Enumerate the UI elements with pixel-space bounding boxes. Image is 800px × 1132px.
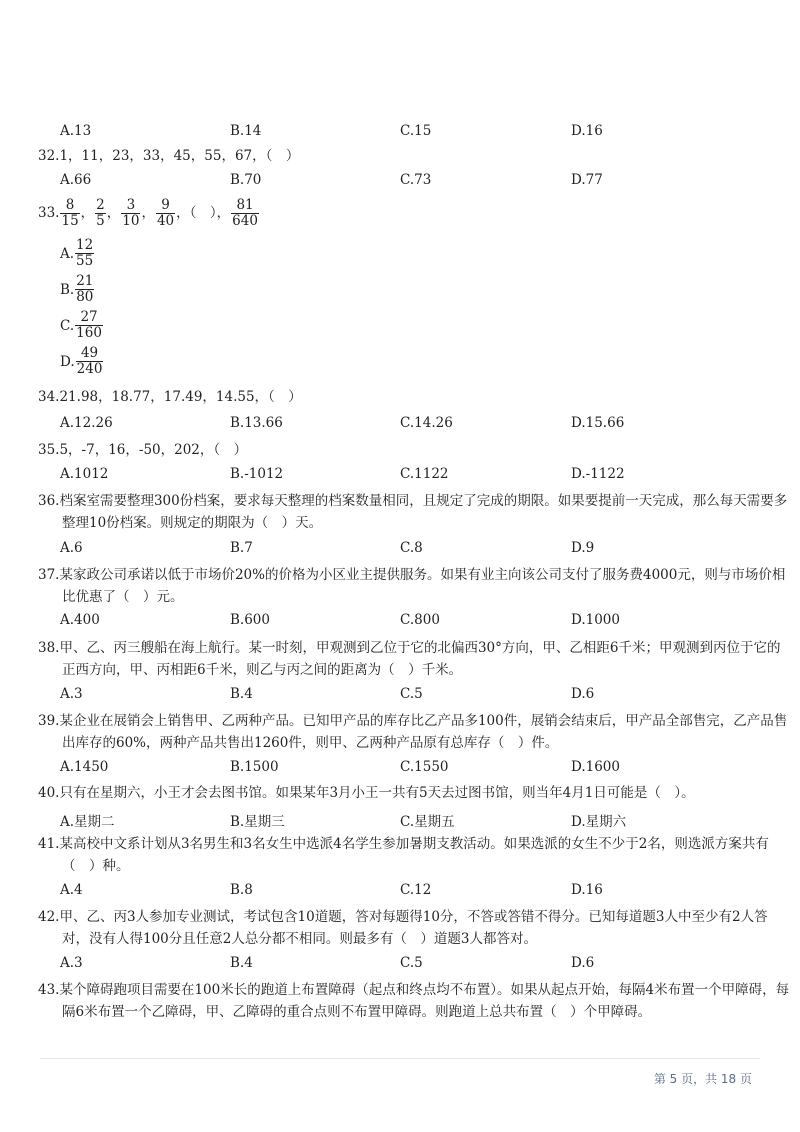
q31-options <box>60 123 760 143</box>
q35-options <box>60 466 760 486</box>
q34-option-d: D.15.66 <box>571 415 625 431</box>
q41-option-a: A.4 <box>60 882 83 898</box>
q37-options <box>60 612 760 632</box>
q37-stem: 37.某家政公司承诺以低于市场价20%的价格为小区业主提供服务。如果有业主向该公司支付了服务费4000元，则与市场价相比优惠了（ ）元。 <box>38 567 786 605</box>
q38-options <box>60 686 760 706</box>
q32-options <box>60 172 760 192</box>
q39-stem: 39.某企业在展销会上销售甲、乙两种产品。已知甲产品的库存比乙产品多100件，展销会结束后，甲产品全部售完，乙产品售出库存的60%，两种产品共售出1260件，则甲、乙两种产品原有总库存（ ）件。 <box>38 713 788 751</box>
q31-option-d: D.16 <box>571 123 603 139</box>
q36-option-b: B.7 <box>230 540 253 556</box>
q34-options <box>60 415 760 435</box>
q42-options <box>60 955 760 975</box>
q42-option-b: B.4 <box>230 955 253 971</box>
q33-fraction-3: $\frac{3}{10}$ <box>122 197 140 229</box>
q32-option-b: B.70 <box>230 172 262 188</box>
q38-option-c: C.5 <box>400 686 423 702</box>
q35-option-b: B.-1012 <box>230 466 284 482</box>
q39-option-c: C.1550 <box>400 759 449 775</box>
q36-options <box>60 540 760 560</box>
q32-option-d: D.77 <box>571 172 603 188</box>
q36-stem: 36.档案室需要整理300份档案，要求每天整理的档案数量相同，且规定了完成的期限。如果要提前一天完成，那么每天需要多整理10份档案。则规定的期限为（ ）天。 <box>38 493 788 531</box>
q34-option-a: A.12.26 <box>60 415 113 431</box>
q36-option-c: C.8 <box>400 540 423 556</box>
q39-option-b: B.1500 <box>230 759 279 775</box>
q37-option-b: B.600 <box>230 612 270 628</box>
q33-fraction-2: $\frac{2}{5}$ <box>96 197 105 229</box>
q41-option-d: D.16 <box>571 882 603 898</box>
q33-option-a: A. $\frac{12}{55}$ <box>60 237 94 269</box>
q41-stem: 41.某高校中文系计划从3名男生和3名女生中选派4名学生参加暑期支教活动。如果选派的女生不少于2名，则选派方案共有（ ）种。 <box>38 836 769 874</box>
q38-option-b: B.4 <box>230 686 253 702</box>
q33-fraction-1: $\frac{8}{15}$ <box>61 197 79 229</box>
q40-option-d: D.星期六 <box>571 814 627 830</box>
q34-option-c: C.14.26 <box>400 415 453 431</box>
q33-stem: 33. $\frac{8}{15}$ ， $\frac{2}{5}$ ， $\frac{3}{10}$ ， $\frac{9}{40}$ ，（ ）， $\frac{81}{640}$ <box>38 197 258 229</box>
q31-option-c: C.15 <box>400 123 432 139</box>
q40-option-c: C.星期五 <box>400 814 455 830</box>
q31-option-a: A.13 <box>60 123 92 139</box>
q35-stem: 35.5，-7，16，-50，202，（ ） <box>38 442 248 458</box>
q41-options <box>60 882 760 902</box>
q41-option-c: C.12 <box>400 882 432 898</box>
q42-option-c: C.5 <box>400 955 423 971</box>
q32-option-a: A.66 <box>60 172 92 188</box>
q34-option-b: B.13.66 <box>230 415 283 431</box>
q39-option-a: A.1450 <box>60 759 109 775</box>
q33-blank: （ ） <box>189 205 217 221</box>
q33-number: 33. <box>38 205 60 221</box>
q42-option-a: A.3 <box>60 955 83 971</box>
q32-stem: 32.1，11，23，33，45，55，67，（ ） <box>38 148 300 164</box>
footer-divider <box>40 1058 760 1059</box>
q32-option-c: C.73 <box>400 172 432 188</box>
q37-option-c: C.800 <box>400 612 440 628</box>
q37-option-d: D.1000 <box>571 612 620 628</box>
q33-fraction-4: $\frac{9}{40}$ <box>156 197 175 229</box>
q33-option-c: C. $\frac{27}{160}$ <box>60 309 102 341</box>
q40-option-a: A.星期二 <box>60 814 115 830</box>
q43-stem: 43.某个障碍跑项目需要在100米长的跑道上布置障碍（起点和终点均不布置）。如果从起点开始，每隔4米布置一个甲障碍，每隔6米布置一个乙障碍，甲、乙障碍的重合点则不布置甲障碍。则跑道上总共布置（ ）个甲障碍。 <box>38 982 790 1020</box>
q40-option-b: B.星期三 <box>230 814 285 830</box>
q33-option-b: B. $\frac{21}{80}$ <box>60 273 94 305</box>
q33-fraction-5: $\frac{81}{640}$ <box>232 197 258 229</box>
q38-option-d: D.6 <box>571 686 595 702</box>
q34-stem: 34.21.98，18.77，17.49，14.55，（ ） <box>38 389 302 405</box>
q38-option-a: A.3 <box>60 686 83 702</box>
q40-options <box>60 810 760 830</box>
q35-option-d: D.-1122 <box>571 466 625 482</box>
q41-option-b: B.8 <box>230 882 253 898</box>
q35-option-c: C.1122 <box>400 466 449 482</box>
q37-option-a: A.400 <box>60 612 100 628</box>
q40-stem: 40.只有在星期六，小王才会去图书馆。如果某年3月小王一共有5天去过图书馆，则当年4月1日可能是（ ）。 <box>38 785 695 801</box>
q35-option-a: A.1012 <box>60 466 109 482</box>
q42-stem: 42.甲、乙、丙3人参加专业测试，考试包含10道题，答对每题得10分，不答或答错不得分。已知每道题3人中至少有2人答对，没有人得100分且任意2人总分都不相同。则最多有（ ）道题3人都答对。 <box>38 909 768 947</box>
q36-option-d: D.9 <box>571 540 595 556</box>
q38-stem: 38.甲、乙、丙三艘船在海上航行。某一时刻，甲观测到乙位于它的北偏西30°方向，甲、乙相距6千米；甲观测到丙位于它的正西方向，甲、丙相距6千米，则乙与丙之间的距离为（ ）千米。 <box>38 640 781 678</box>
q36-option-a: A.6 <box>60 540 83 556</box>
q42-option-d: D.6 <box>571 955 595 971</box>
q39-options <box>60 759 760 779</box>
q33-option-d: D. $\frac{49}{240}$ <box>60 345 103 377</box>
q31-option-b: B.14 <box>230 123 262 139</box>
page-number: 第 5 页，共 18 页 <box>653 1072 752 1086</box>
q39-option-d: D.1600 <box>571 759 620 775</box>
